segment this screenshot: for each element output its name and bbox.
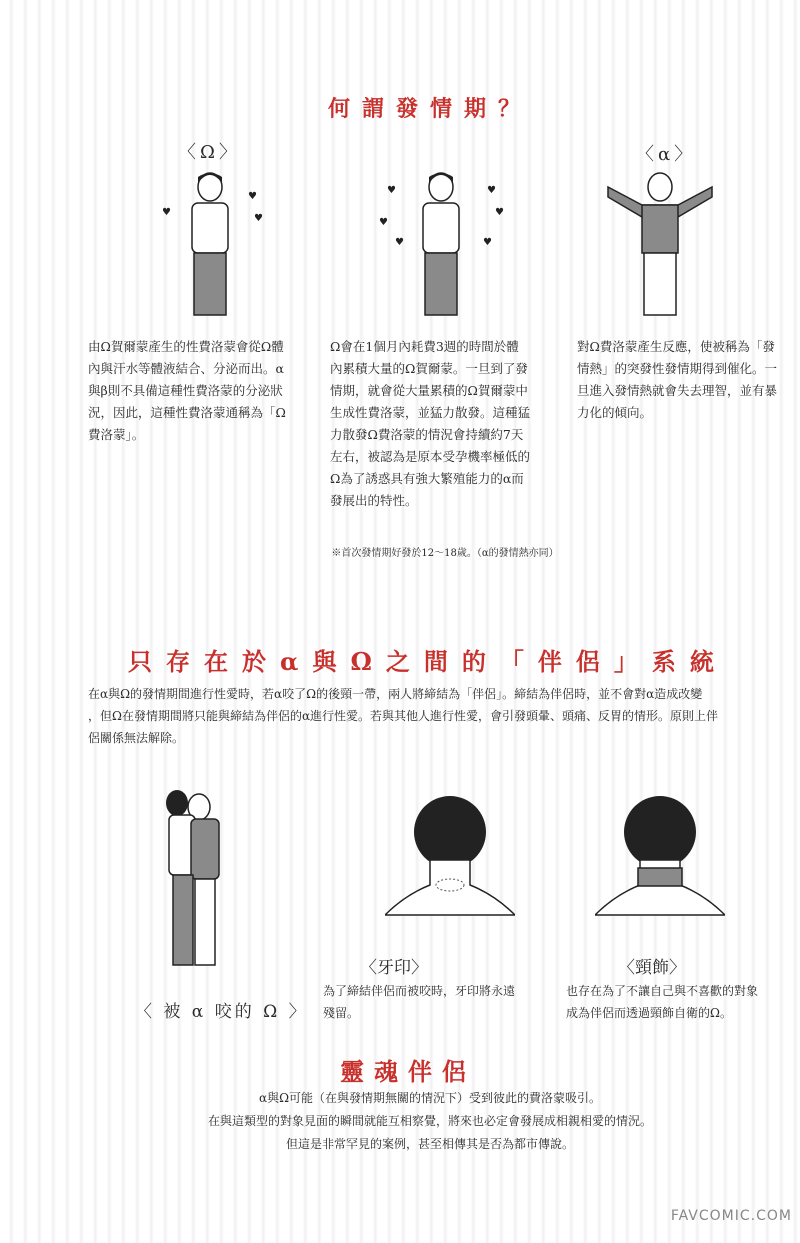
soulmate-description: α與Ω可能（在與發情期無關的情況下）受到彼此的費洛蒙吸引。 在與這類型的對象見面的瞬間就能互相察覺，將來也必定會發展成相親相愛的情況。 但這是非常罕見的案例，甚至相傳其是否為都市傳說。 (207, 1091, 652, 1151)
svg-text:♥: ♥ (495, 207, 504, 218)
collar-description: 也存在為了不讓自己與不喜歡的對象 成為伴侶而透過頸飾自衛的Ω。 (566, 984, 759, 1020)
section-title-mate: 只存在於α與Ω之間的「伴侶」系統 (128, 647, 728, 676)
svg-text:♥: ♥ (379, 217, 388, 228)
alpha-description: 對Ω費洛蒙產生反應，使被稱為「發 情熱」的突發性發情期得到催化。一 旦進入發情熱就會失去理智，並有暴 力化的傾向。 (577, 339, 778, 420)
bite-mark-illustration (385, 790, 515, 920)
omega-description: 由Ω賀爾蒙產生的性費洛蒙會從Ω體 內與汗水等體液結合、分泌而出。α 與β則不具備這種性費洛蒙的分泌狀 況，因此，這種性費洛蒙通稱為「Ω 費洛蒙」。 (88, 339, 286, 442)
bite-mark-label: 〈牙印〉 (360, 958, 428, 978)
bitten-omega-illustration (155, 785, 245, 975)
watermark: FAVCOMIC.COM (670, 1208, 792, 1224)
omega-figure-illustration (150, 165, 270, 330)
collar-illustration (595, 790, 725, 920)
bite-mark-description: 為了締結伴侶而被咬時，牙印將永遠 殘留。 (323, 984, 516, 1020)
svg-text:♥: ♥ (162, 207, 171, 218)
svg-text:♥: ♥ (483, 237, 492, 248)
bitten-label: 〈 被 α 咬的 Ω 〉 (135, 1002, 309, 1022)
svg-text:♥: ♥ (487, 185, 496, 196)
svg-text:♥: ♥ (254, 213, 263, 224)
note: ※首次發情期好發於12～18歲。（α的發情熱亦同） (331, 548, 559, 559)
omega-heat-figure-illustration (375, 165, 515, 330)
label-omega: 〈Ω〉 (178, 142, 241, 163)
svg-text:♥: ♥ (248, 191, 257, 202)
label-alpha: 〈α〉 (636, 144, 697, 165)
section-title-heat: 何謂發情期？ (327, 96, 532, 122)
alpha-figure-illustration (600, 165, 720, 330)
mate-description: 在α與Ω的發情期間進行性愛時，若α咬了Ω的後頸一帶，兩人將締結為「伴侶」。締結為伴侶時，並不會對α造成改變 ，但Ω在發情期間將只能與締結為伴侶的α進行性愛。若與其他人進行性愛，會引發頭暈、頭痛、反胃的情形。原則上伴 侶關係無法解除。 (88, 687, 719, 745)
section-title-soulmate: 靈魂伴侶 (340, 1057, 476, 1086)
collar-label: 〈頸飾〉 (618, 958, 686, 978)
svg-text:♥: ♥ (395, 237, 404, 248)
svg-text:♥: ♥ (387, 185, 396, 196)
heat-description: Ω會在1個月內耗費3週的時間於體 內累積大量的Ω賀爾蒙。一旦到了發 情期，就會從大量累積的Ω賀爾蒙中 生成性費洛蒙，並猛力散發。這種猛 力散發Ω費洛蒙的情況會持續約7天 左右，被認為是原本受孕機率極低的 Ω為了誘惑具有強大繁殖能力的α而 發展出的特性。 (330, 339, 531, 508)
